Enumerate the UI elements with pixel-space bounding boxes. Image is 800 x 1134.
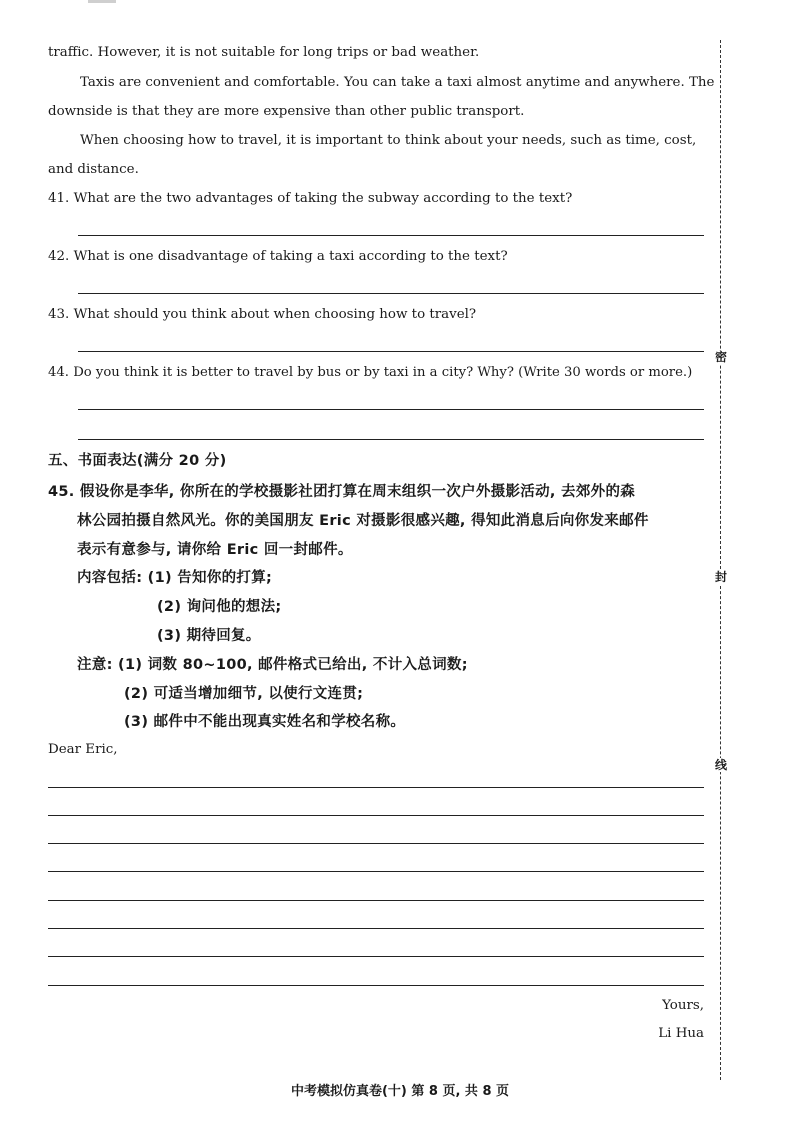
question-43 [48, 306, 713, 324]
answer-line-44a[interactable] [78, 409, 704, 410]
writing-line-8[interactable] [48, 985, 704, 986]
question-41 [48, 190, 713, 208]
section-title: 五、书面表达(满分 20 分) [48, 453, 227, 469]
writing-line-3[interactable] [48, 843, 704, 844]
prompt-line-3: 表示有意参与, 请你给 Eric 回一封邮件。 [77, 542, 353, 558]
note-3: (3) 邮件中不能出现真实姓名和学校名称。 [124, 714, 406, 730]
question-number: 42. [48, 249, 70, 264]
prompt-line-2: 林公园拍摄自然风光。你的美国朋友 Eric 对摄影很感兴趣, 得知此消息后向你发来邮件 [77, 513, 649, 529]
letter-greeting: Dear Eric, [48, 742, 118, 757]
writing-line-7[interactable] [48, 956, 704, 957]
note-1: 注意: (1) 词数 80~100, 邮件格式已给出, 不计入总词数; [77, 657, 468, 673]
question-42 [48, 248, 713, 266]
page-footer: 中考模拟仿真卷(十) 第 8 页, 共 8 页 [290, 1084, 510, 1099]
question-text: Do you think it is better to travel by bus or by taxi in a city? Why? (Write 30 words or more.) [73, 365, 693, 380]
answer-line-41[interactable] [78, 235, 704, 236]
writing-line-5[interactable] [48, 900, 704, 901]
question-number: 44. [48, 365, 69, 380]
answer-line-43[interactable] [78, 351, 704, 352]
passage-taxi-line-1: Taxis are convenient and comfortable. You can take a taxi almost anytime and anywhere. The [80, 75, 715, 90]
binding-char-line: 线 [714, 758, 727, 772]
binding-line [716, 40, 726, 1080]
content-requirement-2: (2) 询问他的想法; [157, 599, 282, 615]
binding-dashed-line [720, 40, 721, 1080]
passage-choose-line-2: and distance. [48, 162, 139, 177]
writing-line-6[interactable] [48, 928, 704, 929]
content-requirement-1: 内容包括: (1) 告知你的打算; [77, 570, 273, 586]
binding-char-close: 封 [714, 570, 727, 584]
writing-line-1[interactable] [48, 787, 704, 788]
note-2: (2) 可适当增加细节, 以使行文连贯; [124, 686, 364, 702]
question-44 [48, 364, 713, 382]
prompt-line-1: 45. 假设你是李华, 你所在的学校摄影社团打算在周末组织一次户外摄影活动, 去郊外的森 [48, 484, 636, 500]
passage-choose-line-1: When choosing how to travel, it is important to think about your needs, such as time, cost, [80, 133, 697, 148]
letter-closing: Yours, [662, 998, 704, 1013]
writing-line-2[interactable] [48, 815, 704, 816]
content-requirement-3: (3) 期待回复。 [157, 628, 261, 644]
question-number: 43. [48, 307, 70, 322]
passage-line: traffic. However, it is not suitable for long trips or bad weather. [48, 45, 480, 60]
scan-mark [88, 0, 116, 3]
question-text: What is one disadvantage of taking a taxi according to the text? [73, 249, 508, 264]
binding-char-seal: 密 [714, 350, 727, 364]
question-number: 41. [48, 191, 70, 206]
writing-line-4[interactable] [48, 871, 704, 872]
question-text: What should you think about when choosing how to travel? [73, 307, 477, 322]
question-text: What are the two advantages of taking the subway according to the text? [73, 191, 573, 206]
answer-line-44b[interactable] [78, 439, 704, 440]
letter-signature: Li Hua [658, 1026, 704, 1041]
answer-line-42[interactable] [78, 293, 704, 294]
passage-taxi-line-2: downside is that they are more expensive than other public transport. [48, 104, 525, 119]
